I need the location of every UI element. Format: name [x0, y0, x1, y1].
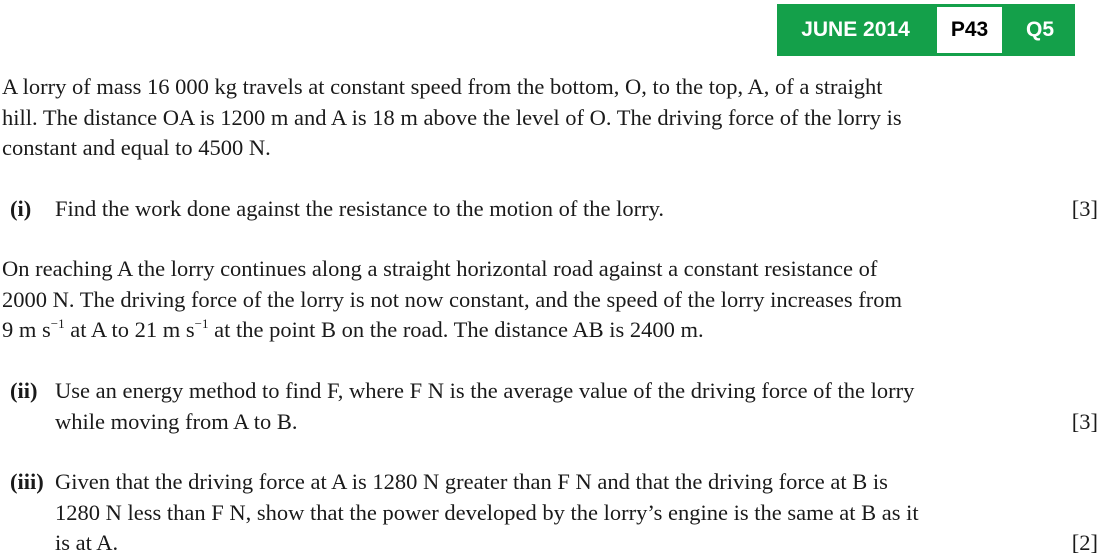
part-ii-marks: [3]: [1071, 408, 1098, 434]
intro-line-1: A lorry of mass 16 000 kg travels at constant speed from the bottom, O, to the top, A, of a straight: [2, 74, 883, 99]
speed-a-exponent: −1: [50, 316, 65, 331]
part-ii-line-2: [55, 407, 1098, 438]
intro-paragraph: [2, 72, 1098, 164]
middle-line-2: 2000 N. The driving force of the lorry is not now constant, and the speed of the lorry increases from: [2, 286, 902, 312]
part-ii: [2, 376, 1098, 437]
speed-a-value: 9 m s: [2, 317, 51, 342]
middle-line-3: [2, 315, 1098, 346]
part-i-marks: [3]: [1071, 196, 1098, 221]
part-iii-line-2: 1280 N less than F N, show that the power developed by the lorry’s engine is the same at B as it: [55, 499, 919, 525]
intro-line-3: constant and equal to 4500 N.: [2, 135, 271, 160]
speed-b-exponent: −1: [194, 316, 209, 331]
part-iii-marks: [2]: [1071, 530, 1098, 555]
exam-date-badge: JUNE 2014: [777, 4, 934, 56]
header-bar: [777, 4, 1075, 56]
part-iii-line-1: Given that the driving force at A is 1280 N greater than F N and that the driving force at B is: [55, 469, 888, 494]
distance-ab-text: at the point B on the road. The distance AB is 2400 m.: [208, 317, 704, 342]
intro-line-2: hill. The distance OA is 1200 m and A is 18 m above the level of O. The driving force of the lorry is: [2, 104, 902, 130]
part-ii-line-2-text: while moving from A to B.: [55, 408, 298, 434]
part-i-label: (i): [10, 196, 32, 221]
middle-line-1: On reaching A the lorry continues along a straight horizontal road against a constant resistance of: [2, 256, 878, 281]
part-iii-line-3: [55, 528, 1098, 559]
part-iii-line-3-text: is at A.: [55, 530, 119, 555]
part-ii-line-1: Use an energy method to find F, where F N is the average value of the driving force of the lorry: [55, 378, 915, 403]
middle-paragraph: [2, 254, 1098, 346]
part-i: [2, 194, 1098, 225]
part-ii-label: (ii): [10, 378, 38, 403]
question-number-badge: Q5: [1005, 4, 1075, 56]
part-iii-label: (iii): [10, 469, 44, 494]
part-iii: [2, 467, 1098, 559]
part-i-text: Find the work done against the resistance to the motion of the lorry.: [55, 196, 665, 221]
speed-b-text: at A to 21 m s: [64, 317, 195, 342]
paper-code-badge: P43: [934, 4, 1005, 56]
